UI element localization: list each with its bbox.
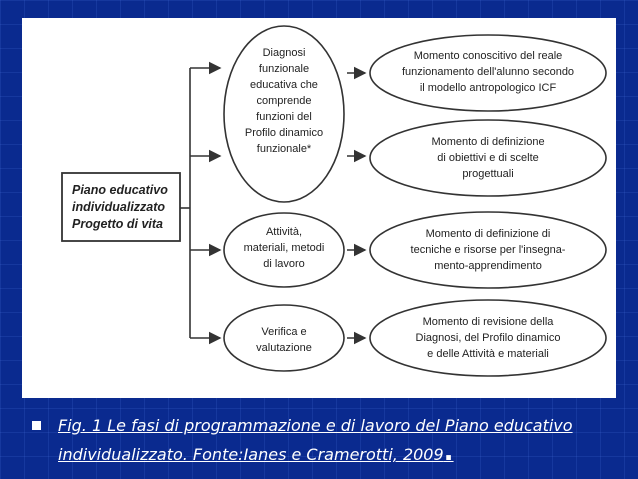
diagnosi-line-3: educativa che xyxy=(250,79,318,91)
caption-end-mark: . xyxy=(443,437,454,467)
momento-2-line-2: di obiettivi e di scelte xyxy=(437,152,539,164)
momento-4-line-3: e delle Attività e materiali xyxy=(427,348,549,360)
bullet-icon xyxy=(32,421,41,430)
diagnosi-line-7: funzionale* xyxy=(256,143,312,155)
flow-diagram xyxy=(22,18,616,398)
figure-caption xyxy=(38,412,618,468)
diagnosi-line-2: funzionale xyxy=(258,63,310,75)
momento-4-line-2: Diagnosi, del Profilo dinamico xyxy=(415,332,561,344)
verifica-line-2: valutazione xyxy=(256,342,312,354)
momento-3-line-1: Momento di definizione di xyxy=(425,228,551,240)
verifica-line-1: Verifica e xyxy=(261,326,307,338)
momento-1-line-2: funzionamento dell'alunno secondo xyxy=(401,66,575,78)
diagnosi-line-6: Profilo dinamico xyxy=(244,127,324,139)
diagnosi-line-1: Diagnosi xyxy=(262,47,306,59)
momento-1-line-3: il modello antropologico ICF xyxy=(419,82,557,94)
node-verifica xyxy=(224,305,344,371)
attivita-line-2: materiali, metodi xyxy=(243,242,325,254)
momento-2-line-1: Momento di definizione xyxy=(431,136,545,148)
caption-text-body: Fig. 1 Le fasi di programmazione e di lavoro del Piano educativo individualizzato. Fonte:Ianes e Cramerotti, 2009 xyxy=(58,416,573,464)
attivita-line-3: di lavoro xyxy=(263,258,305,270)
main-box-line-1: Piano educativo xyxy=(72,183,168,197)
main-box-line-3: Progetto di vita xyxy=(72,217,163,231)
momento-1-line-1: Momento conoscitivo del reale xyxy=(413,50,563,62)
attivita-line-1: Attività, xyxy=(265,226,303,238)
diagram-frame xyxy=(22,18,616,398)
diagnosi-line-5: funzioni del xyxy=(256,111,312,123)
momento-3-line-3: mento-apprendimento xyxy=(434,260,542,272)
caption-text xyxy=(38,412,618,468)
momento-4-line-1: Momento di revisione della xyxy=(422,316,554,328)
diagnosi-line-4: comprende xyxy=(256,95,312,107)
momento-2-line-3: progettuali xyxy=(462,168,514,180)
momento-3-line-2: tecniche e risorse per l'insegna- xyxy=(410,244,566,256)
main-box-line-2: individualizzato xyxy=(72,200,166,214)
